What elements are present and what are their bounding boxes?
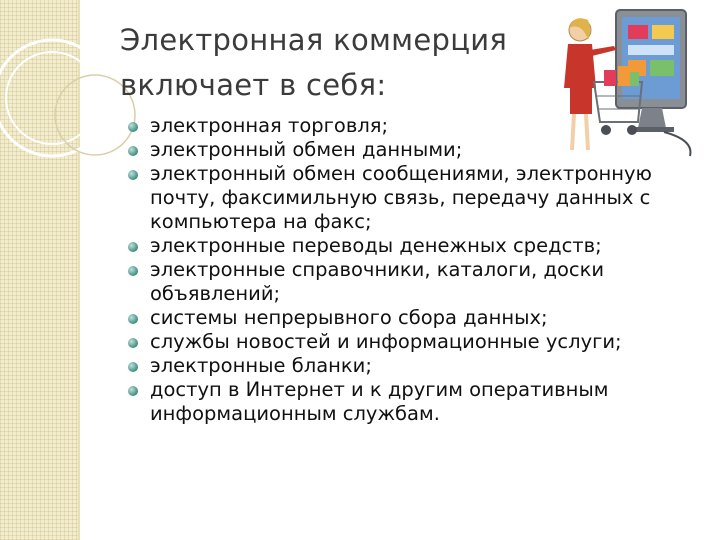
- cart-item: [618, 66, 630, 86]
- cart-wheel: [601, 125, 611, 135]
- screen-tile: [628, 25, 648, 39]
- title-line-1: Электронная коммерция: [120, 23, 508, 57]
- bullet-icon: [128, 362, 138, 372]
- bullet-icon: [128, 314, 138, 324]
- list-item: [128, 330, 693, 354]
- list-item: [128, 354, 693, 378]
- list-item-text: доступ в Интернет и к другим оперативным информационным службам.: [150, 378, 609, 425]
- list-item-text: службы новостей и информационные услуги;: [150, 330, 622, 353]
- list-item-text: электронный обмен сообщениями, электронную почту, факсимильную связь, передачу данных с компьютера на факс;: [150, 162, 652, 233]
- monitor-cable: [664, 132, 690, 156]
- monitor-stand: [638, 108, 666, 128]
- list-item: [128, 234, 693, 258]
- item-list: [128, 114, 693, 426]
- list-item: [128, 162, 693, 234]
- bullet-icon: [128, 266, 138, 276]
- list-item-text: электронные бланки;: [150, 354, 372, 377]
- cart-wheel: [627, 125, 637, 135]
- screen-tile: [650, 60, 674, 76]
- list-item-text: электронные справочники, каталоги, доски объявлений;: [150, 258, 605, 305]
- cart-item: [630, 72, 639, 86]
- list-item: [128, 306, 693, 330]
- title-line-2: включает в себя:: [120, 68, 387, 102]
- screen-tile: [628, 45, 674, 55]
- person-leg: [572, 114, 574, 150]
- list-item-text: системы непрерывного сбора данных;: [150, 306, 548, 329]
- bullet-icon: [128, 170, 138, 180]
- list-item-text: электронные переводы денежных средств;: [150, 234, 602, 257]
- person-skirt: [570, 88, 592, 114]
- slide-title: [120, 18, 507, 108]
- bullet-icon: [128, 146, 138, 156]
- list-item-text: электронный обмен данными;: [150, 138, 463, 161]
- bullet-icon: [128, 338, 138, 348]
- bullet-icon: [128, 386, 138, 396]
- cart-item: [604, 70, 616, 86]
- list-item-text: электронная торговля;: [150, 114, 389, 137]
- shopping-cart-computer-illustration: [544, 0, 720, 160]
- list-item: [128, 258, 693, 306]
- person-leg: [586, 114, 588, 150]
- list-item: [128, 378, 693, 426]
- person-arm: [590, 46, 616, 56]
- bullet-icon: [128, 122, 138, 132]
- bullet-icon: [128, 242, 138, 252]
- screen-tile: [652, 25, 674, 39]
